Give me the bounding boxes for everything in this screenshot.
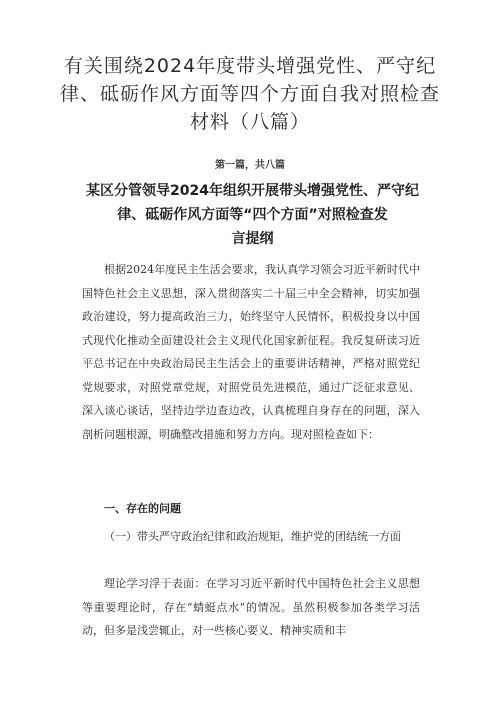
article-title-line-2: 律、砥砺作风方面等“四个方面”对照检查发 bbox=[117, 207, 388, 223]
article-title-line-3: 言提纲 bbox=[231, 231, 274, 247]
intro-paragraph: 根据2024年度民主生活会要求，我认真学习领会习近平新时代中国特色社会主义思想，深入贯彻落实二十届三中全会精神，切实加强政治建设，努力提高政治三力，始终坚守人民情怀，积极投身以中国式现代化推动全面建设社会主义现代化国家新征程。我反复研读习近平总书记在中央政治局民主生活会上的重要讲话精神，严格对照党纪党规要求，对照党章党规，对照党员先进模范，通过广泛征求意见、深入谈心谈话，坚持边学边查边改，认真梳理自身存在的问题，深入剖析问题根源，明确整改措施和努力方向。现对照检查如下： bbox=[82, 263, 420, 441]
body-paragraph: 理论学习浮于表面：在学习习近平新时代中国特色社会主义思想等重要理论时，存在“蜻蜓点水”的情况。虽然积极参加各类学习活动，但多是浅尝辄止，对一些核心要义、精神实质和丰 bbox=[82, 577, 420, 637]
document-title-line-3: 材料（八篇） bbox=[189, 111, 310, 133]
document-title-line-1: 有关围绕2024年度带头增强党性、严守纪 bbox=[63, 55, 437, 77]
section-heading: 一、存在的问题 bbox=[104, 502, 181, 515]
article-title-line-1: 某区分管领导2024年组织开展带头增强党性、严守纪 bbox=[86, 183, 419, 199]
article-title bbox=[80, 179, 425, 251]
document-title-line-2: 律、砥砺作风方面等四个方面自我对照检查 bbox=[60, 83, 441, 105]
part-label: 第一篇，共八篇 bbox=[215, 160, 285, 171]
sub-heading: （一）带头严守政治纪律和政治规矩，维护党的团结统一方面 bbox=[104, 530, 401, 543]
document-title bbox=[60, 52, 440, 136]
